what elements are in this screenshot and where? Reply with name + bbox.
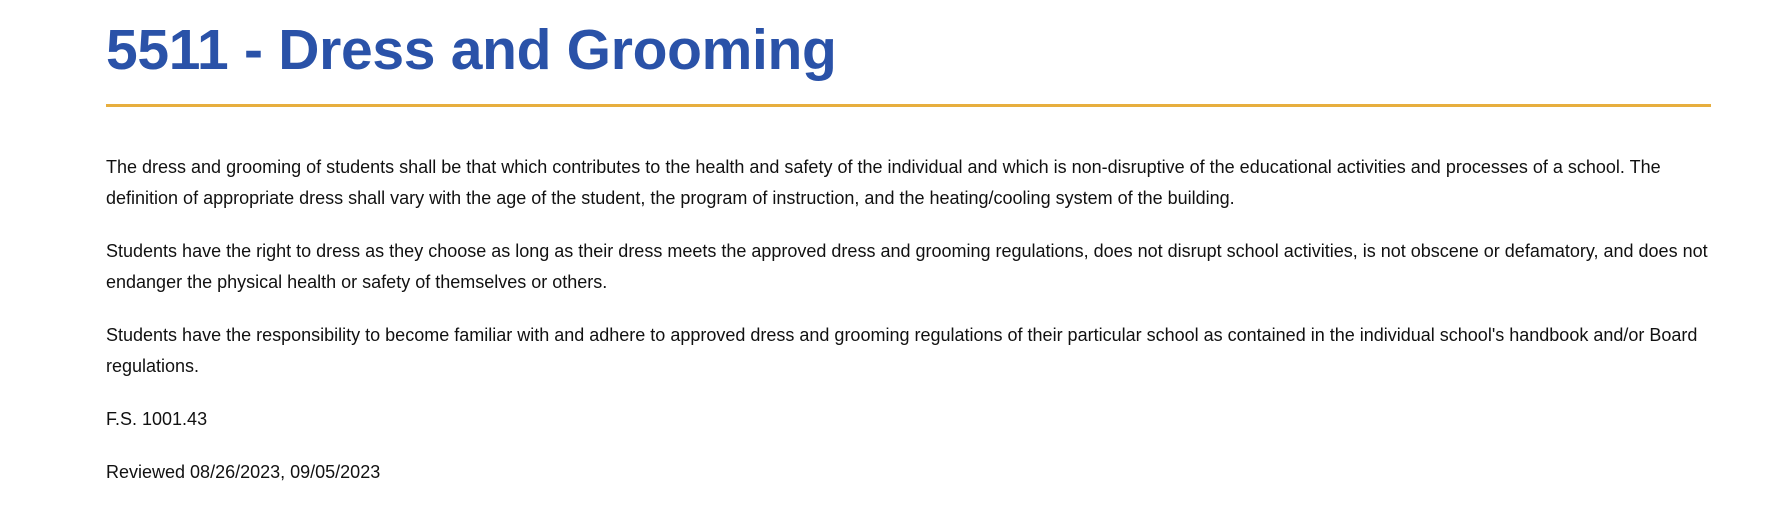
policy-body [106,107,1711,488]
policy-paragraph-3: Students have the responsibility to become familiar with and adhere to approved dress and grooming regulations of their particular school as contained in the individual school's handbook and/or Board regulations. [106,325,1698,376]
policy-page [106,0,1711,510]
review-history: Reviewed 08/26/2023, 09/05/2023 [106,462,381,482]
page-title: 5511 - Dress and Grooming [106,18,837,82]
policy-paragraph-2: Students have the right to dress as they choose as long as their dress meets the approved dress and grooming regulations, does not disrupt school activities, is not obscene or defamatory, and does not endanger the physical health or safety of themselves or others. [106,241,1708,292]
policy-paragraph-1: The dress and grooming of students shall be that which contributes to the health and safety of the individual and which is non-disruptive of the educational activities and processes of a school. The definition of appropriate dress shall vary with the age of the student, the program of instruction, and the heating/cooling system of the building. [106,157,1661,208]
legal-reference: F.S. 1001.43 [106,409,208,429]
